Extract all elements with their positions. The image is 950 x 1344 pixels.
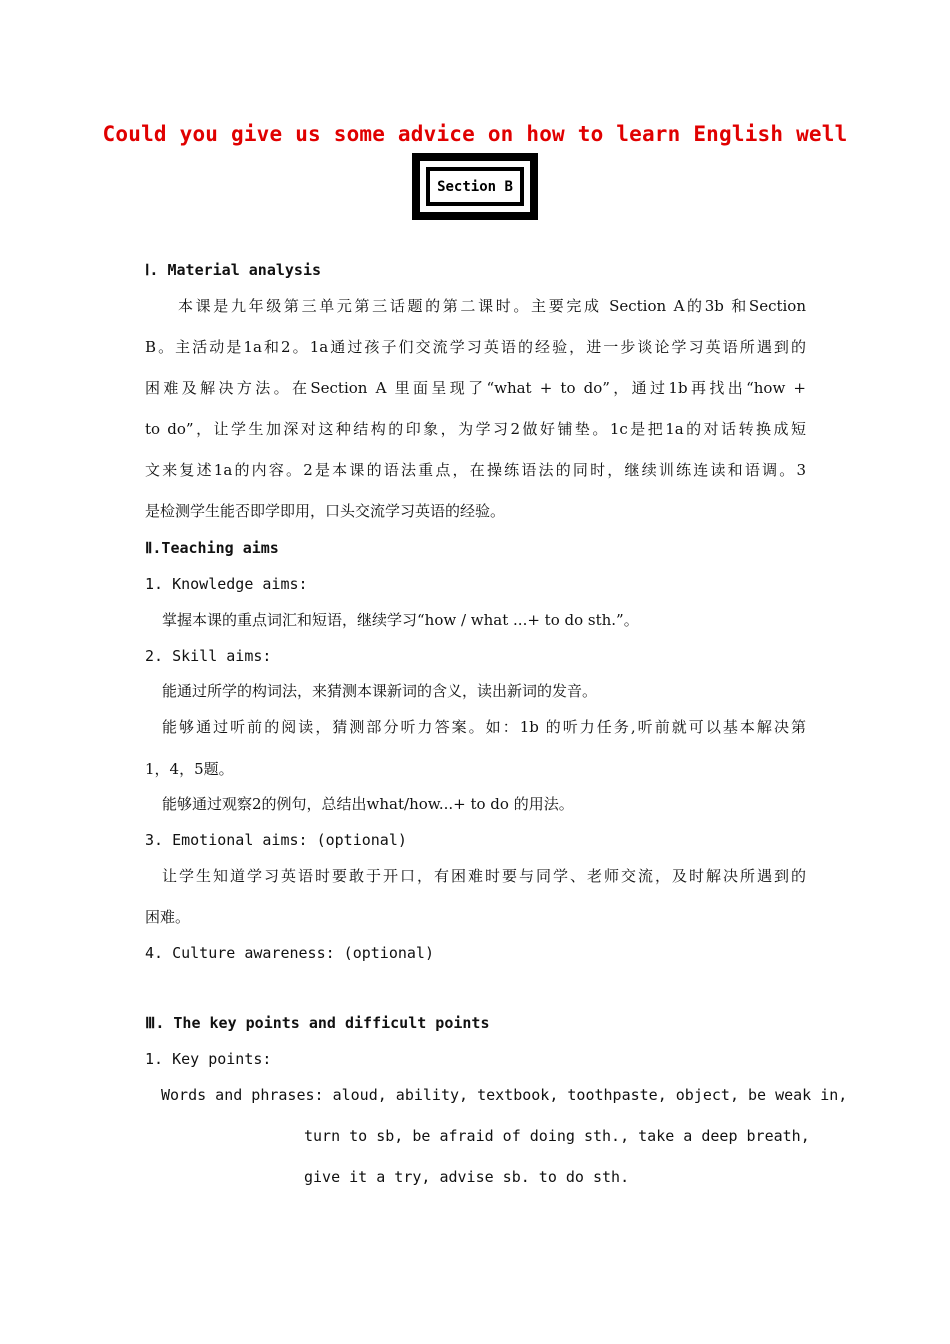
material-line-5: 文来复述1a的内容。2是本课的语法重点，在操练语法的同时，继续训练连读和语调。3	[145, 461, 806, 479]
material-line-4: to do”，让学生加深对这种结构的印象，为学习2做好铺垫。1c是把1a的对话转换成短	[145, 420, 806, 438]
key-points-heading: Ⅲ. The key points and difficult points	[145, 1014, 490, 1032]
key-points-label: 1. Key points:	[145, 1050, 272, 1068]
section-badge: Section B	[437, 178, 513, 195]
knowledge-aims-text: 掌握本课的重点词汇和短语，继续学习“how / what ...+ to do sth.”。	[162, 611, 639, 629]
skill-aims-line-2b: 1，4，5题。	[145, 760, 234, 778]
emotional-aims-label: 3. Emotional aims: (optional)	[145, 831, 407, 849]
knowledge-aims-label: 1. Knowledge aims:	[145, 575, 308, 593]
skill-aims-line-2a: 能够通过听前的阅读，猜测部分听力答案。如：1b 的听力任务,听前就可以基本解决第	[162, 718, 806, 736]
material-line-1: 本课是九年级第三单元第三话题的第二课时。主要完成 Section A的3b 和Section	[178, 297, 806, 315]
emotional-aims-line-2: 困难。	[145, 908, 191, 926]
culture-awareness-label: 4. Culture awareness: (optional)	[145, 944, 434, 962]
emotional-aims-line-1: 让学生知道学习英语时要敢于开口，有困难时要与同学、老师交流，及时解决所遇到的	[162, 867, 806, 885]
section-badge-frame	[412, 153, 538, 220]
skill-aims-line-3: 能够通过观察2的例句，总结出what/how...+ to do 的用法。	[162, 795, 574, 813]
material-line-2: B。主活动是1a和2。1a通过孩子们交流学习英语的经验，进一步谈论学习英语所遇到的	[145, 338, 806, 356]
material-line-3: 困难及解决方法。在Section A 里面呈现了“what + to do”，通过1b再找出“how +	[145, 379, 806, 397]
key-points-words-line-3: give it a try, advise sb. to do sth.	[304, 1168, 630, 1186]
skill-aims-label: 2. Skill aims:	[145, 647, 272, 665]
skill-aims-line-1: 能通过所学的构词法，来猜测本课新词的含义，读出新词的发音。	[162, 682, 598, 700]
key-points-words-line-2: turn to sb, be afraid of doing sth., take a deep breath,	[304, 1127, 810, 1145]
key-points-words-line-1: Words and phrases: aloud, ability, textbook, toothpaste, object, be weak in,	[161, 1086, 848, 1104]
document-title: Could you give us some advice on how to learn English well	[102, 122, 848, 146]
material-analysis-heading: Ⅰ. Material analysis	[145, 261, 322, 279]
teaching-aims-heading: Ⅱ.Teaching aims	[145, 539, 279, 557]
material-line-6: 是检测学生能否即学即用，口头交流学习英语的经验。	[145, 502, 506, 520]
